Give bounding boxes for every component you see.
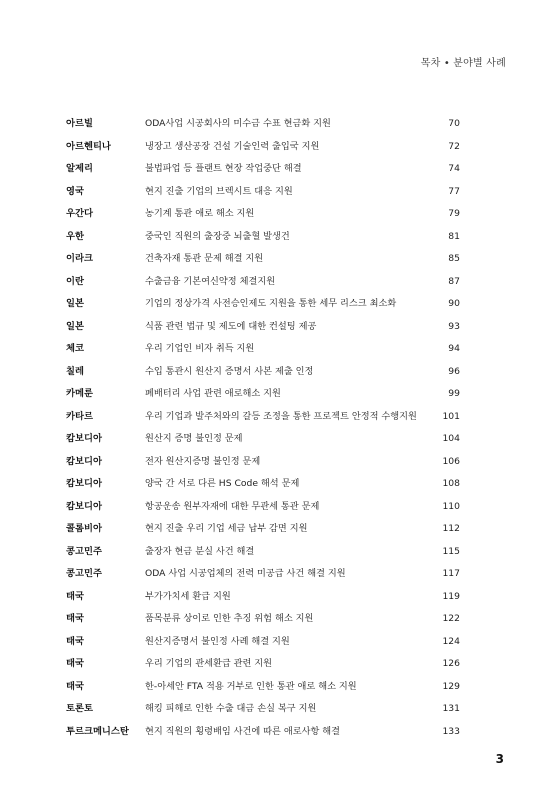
toc-entry-page: 106 [442,455,460,467]
toc-entry-country: 캄보디아 [66,455,102,467]
toc-entry-title: 우리 기업과 발주처와의 갈등 조정을 통한 프로젝트 안정적 수행지원 [145,410,417,422]
toc-entry-title: 폐배터리 사업 관련 애로해소 지원 [145,388,281,399]
toc-entry-page: 90 [448,298,460,309]
toc-entry[interactable] [66,541,460,564]
toc-entry-country: 일본 [66,298,84,309]
toc-entry-country: 체코 [66,343,84,354]
toc-entry-title: 양국 간 서로 다른 HS Code 해석 문제 [145,478,300,489]
toc-entry-country: 콩고민주 [66,568,102,579]
toc-entry[interactable] [66,338,460,361]
toc-entry[interactable] [66,248,460,271]
toc-entry-country: 캄보디아 [66,500,102,512]
toc-entry-page: 85 [448,253,460,264]
toc-entry[interactable] [66,698,460,721]
toc-entry-country: 일본 [66,320,84,332]
toc-entry-country: 태국 [66,635,84,647]
toc-entry-country: 태국 [66,613,84,624]
toc-entry-title: 건축자재 통관 문제 해결 지원 [145,253,264,264]
toc-entry[interactable] [66,473,460,496]
toc-entry[interactable] [66,361,460,384]
toc-entry[interactable] [66,181,460,204]
toc-entry-title: 수출금융 기본여신약정 체결지원 [145,275,276,287]
toc-entry-title: 우리 기업인 비자 취득 지원 [145,343,255,354]
toc-entry-country: 태국 [66,680,84,692]
toc-entry-country: 토론토 [66,703,93,714]
toc-entry-country: 아르빌 [66,118,93,129]
toc-entry-page: 77 [448,185,460,197]
toc-entry-country: 캄보디아 [66,433,102,444]
toc-entry-page: 72 [448,140,460,152]
toc-entry[interactable] [66,518,460,541]
toc-entry-country: 캄보디아 [66,478,102,489]
toc-entry[interactable] [66,676,460,699]
toc-entry-title: 출장자 현금 분실 사건 해결 [145,545,255,557]
toc-entry[interactable] [66,271,460,294]
toc-entry-page: 115 [442,545,460,557]
toc-entry-title: 현지 직원의 횡령배임 사건에 따른 애로사항 해결 [145,725,341,737]
toc-entry-page: 81 [448,230,460,242]
toc-entry[interactable] [66,721,460,744]
page-number: 3 [495,752,504,766]
toc-entry-title: 불법파업 등 플랜트 현장 작업중단 해결 [145,163,302,174]
toc-entry-title: 해킹 피해로 인한 수출 대금 손실 복구 지원 [145,703,317,714]
toc-entry-page: 94 [448,343,460,354]
section-header: 목차 • 분야별 사례 [420,58,506,69]
toc-entry[interactable] [66,383,460,406]
toc-entry-title: ODA 사업 시공업체의 전력 미공급 사건 해결 지원 [145,568,346,579]
toc-entry-country: 카메룬 [66,388,93,399]
table-of-contents [66,113,460,743]
toc-entry-page: 104 [442,433,460,444]
toc-entry-country: 태국 [66,590,84,602]
toc-entry[interactable] [66,158,460,181]
toc-entry-title: 농기계 통관 애로 해소 지원 [145,208,255,219]
toc-entry-page: 117 [442,568,460,579]
toc-entry[interactable] [66,113,460,136]
toc-entry-country: 투르크메니스탄 [66,725,129,737]
toc-entry-title: 원산지증명서 불인정 사례 해결 지원 [145,635,290,647]
toc-entry[interactable] [66,406,460,429]
toc-entry-page: 131 [442,703,460,714]
toc-entry-page: 74 [448,163,460,174]
toc-entry[interactable] [66,136,460,159]
toc-entry[interactable] [66,586,460,609]
toc-entry-country: 우간다 [66,208,93,219]
toc-entry-page: 110 [442,500,460,512]
toc-entry-title: 한-아세안 FTA 적용 거부로 인한 통관 애로 해소 지원 [145,680,357,692]
toc-entry[interactable] [66,563,460,586]
toc-entry-page: 129 [442,680,460,692]
toc-entry-country: 콩고민주 [66,545,102,557]
toc-entry[interactable] [66,226,460,249]
toc-entry[interactable] [66,653,460,676]
toc-entry-title: 중국인 직원의 출장중 뇌출혈 발생건 [145,230,290,242]
toc-entry-page: 124 [442,635,460,647]
toc-entry-page: 133 [442,725,460,737]
toc-entry[interactable] [66,631,460,654]
toc-entry-title: ODA사업 시공회사의 미수금 수표 현금화 지원 [145,118,331,129]
toc-entry-country: 알제리 [66,163,93,174]
toc-entry-page: 87 [448,275,460,287]
toc-entry-title: 원산지 증명 불인정 문제 [145,433,243,444]
toc-entry-country: 콜롬비아 [66,523,102,534]
toc-entry-page: 79 [448,208,460,219]
toc-entry-country: 카타르 [66,410,93,422]
toc-entry-title: 전자 원산지증명 불인정 문제 [145,455,261,467]
toc-entry-page: 112 [442,523,460,534]
toc-entry[interactable] [66,428,460,451]
toc-entry-country: 영국 [66,185,84,197]
toc-entry-page: 122 [442,613,460,624]
toc-entry-page: 70 [448,118,460,129]
toc-entry-title: 냉장고 생산공장 건설 기술인력 출입국 지원 [145,140,320,152]
toc-entry[interactable] [66,608,460,631]
toc-entry-country: 태국 [66,658,84,669]
toc-entry[interactable] [66,203,460,226]
toc-entry-page: 99 [448,388,460,399]
toc-entry-country: 우한 [66,230,84,242]
toc-entry-title: 식품 관련 법규 및 제도에 대한 컨설팅 제공 [145,320,317,332]
toc-entry-country: 이란 [66,275,84,287]
toc-entry-title: 현지 진출 기업의 브렉시트 대응 지원 [145,185,293,197]
toc-entry-page: 96 [448,365,460,377]
toc-entry-page: 108 [442,478,460,489]
toc-entry-title: 품목분류 상이로 인한 추징 위험 해소 지원 [145,613,314,624]
toc-entry[interactable] [66,451,460,474]
toc-entry-page: 119 [442,590,460,602]
toc-entry-page: 101 [442,410,460,422]
toc-entry-page: 126 [442,658,460,669]
toc-entry-country: 아르헨티나 [66,140,111,152]
toc-entry-title: 현지 진출 우리 기업 세금 납부 감면 지원 [145,523,308,534]
toc-entry-page: 93 [448,320,460,332]
toc-entry-title: 항공운송 원부자재에 대한 무관세 통관 문제 [145,500,320,512]
toc-entry[interactable] [66,316,460,339]
toc-entry-country: 칠레 [66,365,84,377]
toc-entry[interactable] [66,496,460,519]
toc-entry-title: 부가가치세 환급 지원 [145,590,231,602]
toc-entry-country: 이라크 [66,253,93,264]
toc-entry-title: 우리 기업의 관세환급 관련 지원 [145,658,273,669]
toc-entry-title: 수입 통관시 원산지 증명서 사본 제출 인정 [145,365,314,377]
toc-entry-title: 기업의 정상가격 사전승인제도 지원을 통한 세무 리스크 최소화 [145,298,397,309]
toc-entry[interactable] [66,293,460,316]
